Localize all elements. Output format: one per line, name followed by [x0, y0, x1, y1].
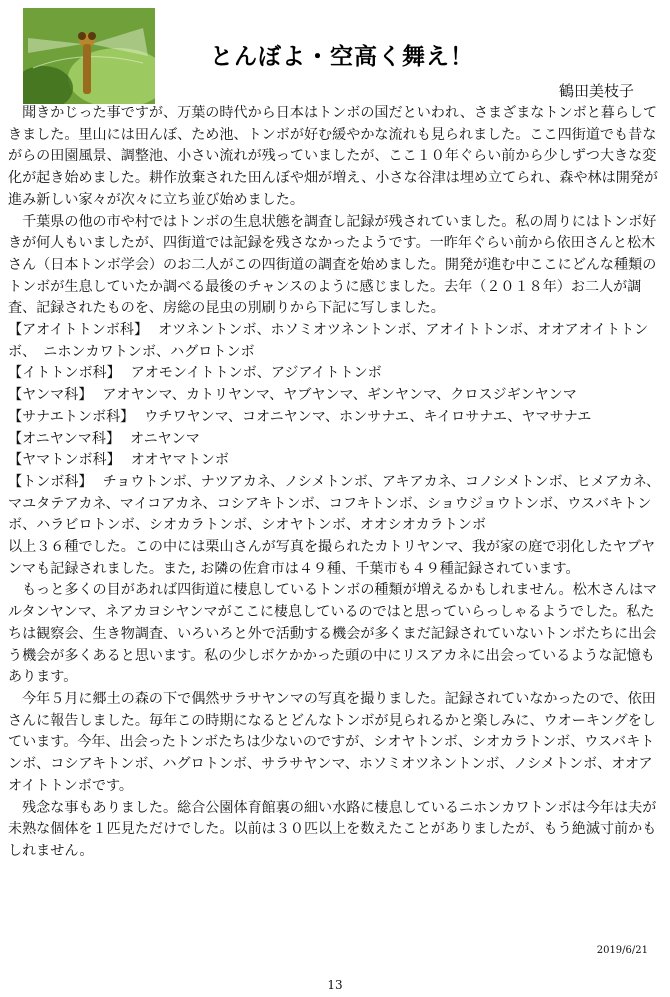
article-title: とんぼよ・空高く舞え！ — [210, 44, 474, 70]
family-species: オオヤマトンボ — [130, 452, 229, 469]
family-entry — [8, 385, 660, 407]
page-number: 13 — [327, 978, 343, 992]
species-list — [8, 320, 668, 537]
paragraph-total: 以上３６種でした。この中には栗山さんが写真を撮られたカトリヤンマ、我が家の庭で羽化したヤブヤンマも記録されました。また, お隣の佐倉市は４９種、千葉市も４９種記録されています。 — [8, 539, 656, 577]
family-entry — [8, 472, 668, 537]
paragraph-this-year: 今年５月に郷土の森の下で偶然サラサヤンマの写真を撮りました。記録されていなかったので、依田さんに報告しました。毎年この時期になるとどんなトンボが見られるかと楽しみに、ウオーキングをしています。今年、出会ったトンボたちは少ないのですが、シオヤトンボ、シオカラトンボ、ウスバキトンボ、コシアキトンボ、ハグロトンボ、サラサヤンマ、ホソミオツネントンボ、ノシメトンボ、オオアオイトトンボです。 — [8, 690, 656, 794]
family-species: アオヤンマ、カトリヤンマ、ヤブヤンマ、ギンヤンマ、クロスジギンヤンマ — [102, 387, 577, 404]
paragraph-survey: 千葉県の他の市や村ではトンボの生息状態を調査し記録が残されていました。私の周りにはトンボ好きが何人もいましたが、四街道では記録を残さなかったようです。一昨年ぐらい前から依田さんと松木さん（日本トンボ学会）のお二人がこの四街道の調査を始めました。開発が進む中ここにどんな種類のトンボが生息していたか調べる最後のチャンスのように感じました。去年（２０１８年）お二人が調査、記録されたものを、房総の昆虫の別刷りから下記に写しました。 — [8, 213, 657, 317]
family-name: 【トンボ科】 — [8, 473, 93, 490]
family-name: 【ヤマトンボ科】 — [8, 452, 121, 469]
paragraph-regret: 残念な事もありました。総合公園体育館裏の細い水路に棲息しているニホンカワトンボは今年は夫が未熟な個体を１匹見ただけでした。以前は３０匹以上を数えたことがありましたが、もう絶滅寸前かもしれません。 — [8, 799, 657, 859]
family-name: 【オニヤンマ科】 — [8, 430, 121, 447]
family-name: 【イトトンボ科】 — [8, 365, 121, 382]
family-species: アオモンイトトンボ、アジアイトトンボ — [130, 365, 382, 382]
dragonfly-photo — [23, 8, 155, 104]
family-species: オツネントンボ、ホソミオツネントンボ、アオイトトンボ、オオアオイトトンボ、 ニホンカワトンボ、ハグロトンボ — [8, 322, 649, 360]
article-date: 2019/6/21 — [596, 945, 648, 956]
family-entry — [8, 320, 660, 363]
family-entry — [8, 363, 660, 385]
family-name: 【ヤンマ科】 — [8, 387, 93, 404]
paragraph-more-eyes: もっと多くの目があれば四街道に棲息しているトンボの種類が増えるかもしれません。松木さんはマルタンヤンマ、ネアカヨシヤンマがここに棲息しているのではと思っていらっしゃるようでした。私たちは観察会、生き物調査、いろいろと外で活動する機会が多くまだ記録されていないトンボたちに出会う機会が多くあると思います。私の少しボケかかった頭の中にリスアカネに出会っているような記憶もあります。 — [8, 582, 658, 686]
family-species: チョウトンボ、ナツアカネ、ノシメトンボ、アキアカネ、コノシメトンボ、ヒメアカネ、 マユタテアカネ、マイコアカネ、コシアキトンボ、コフキトンボ、ショウジョウトンボ、ウスバキトンボ、ハラビロトンボ、シオカラトンボ、シオヤトンボ、オオシオカラトンボ — [8, 473, 668, 534]
family-entry — [8, 429, 660, 451]
family-name: 【サナエトンボ科】 — [8, 408, 135, 425]
paragraph-intro: 聞きかじった事ですが、万葉の時代から日本はトンボの国だといわれ、さまざまなトンボと暮らしてきました。里山には田んぼ、ため池、トンボが好む緩やかな流れも見られました。ここ四街道でも昔ながらの田園風景、調整池、小さい流れが残っていましたが、ここ１０年ぐらい前から少しずつ大きな変化が起き始めました。耕作放棄された田んぼや畑が増え、小さな谷津は埋め立てられ、森や林は開発が進み新しい家々が次々に立ち並び始めました。 — [8, 105, 658, 208]
family-entry — [8, 407, 660, 429]
dragonfly-icon — [23, 8, 155, 104]
family-name: 【アオイトトンボ科】 — [8, 322, 149, 339]
family-species: ウチワヤンマ、コオニヤンマ、ホンサナエ、キイロサナエ、ヤマサナエ — [144, 408, 592, 425]
family-entry — [8, 450, 660, 472]
family-species: オニヤンマ — [130, 430, 200, 447]
author-name: 鶴田美枝子 — [558, 82, 634, 100]
article-body — [8, 103, 668, 863]
